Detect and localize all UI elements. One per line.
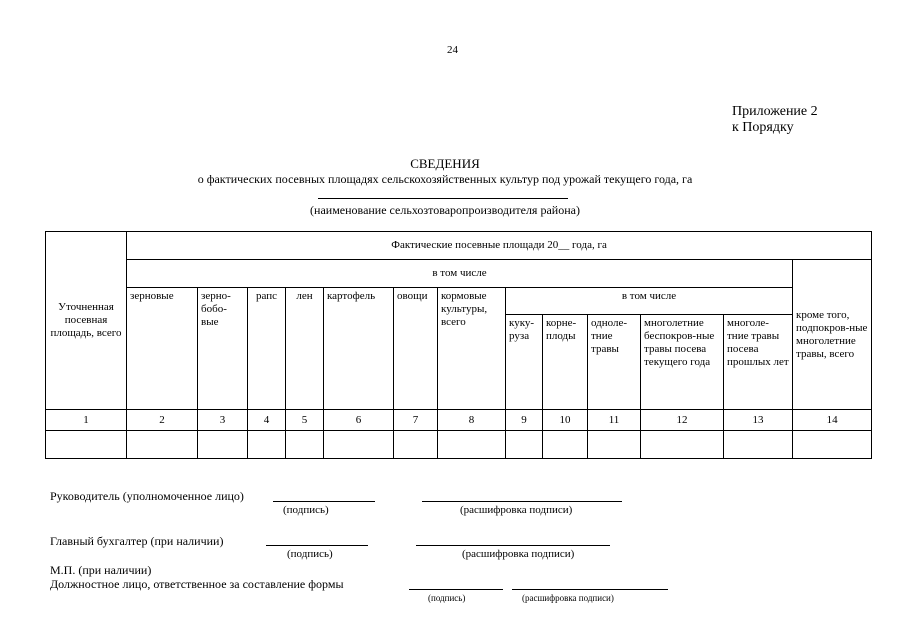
perennial-current-header: многолетние беспокров-ные травы посева текущего года [641, 315, 724, 410]
appendix-label: Приложение 2 [732, 104, 818, 119]
col-number: 4 [248, 410, 286, 431]
accountant-decode-line[interactable] [416, 545, 610, 546]
col-number: 12 [641, 410, 724, 431]
col-number: 7 [394, 410, 438, 431]
col-number: 13 [724, 410, 793, 431]
data-cell[interactable] [438, 431, 506, 459]
data-cell[interactable] [248, 431, 286, 459]
sown-area-table [45, 231, 872, 459]
actual-area-header: Фактические посевные площади 20__ года, га [127, 232, 872, 260]
data-cell[interactable] [127, 431, 198, 459]
head-sign-caption: (подпись) [283, 504, 329, 516]
incl-header: в том числе [127, 260, 793, 288]
data-cell[interactable] [198, 431, 248, 459]
col-total-header: Уточненная посевная площадь, всего [46, 232, 127, 410]
accountant-signature-line[interactable] [266, 545, 368, 546]
data-cell[interactable] [286, 431, 324, 459]
data-cell[interactable] [506, 431, 543, 459]
producer-name-field[interactable] [318, 198, 568, 199]
besides-header: кроме того, подпокров-ные многолетние травы, всего [793, 260, 872, 410]
document-title: СВЕДЕНИЯ [410, 156, 480, 171]
col-number: 6 [324, 410, 394, 431]
accountant-sign-caption: (подпись) [287, 548, 333, 560]
roots-header: корне-плоды [543, 315, 588, 410]
col-number: 2 [127, 410, 198, 431]
document-subtitle: о фактических посевных площадях сельскохозяйственных культур под урожай текущего года, га [197, 172, 693, 186]
col-number: 8 [438, 410, 506, 431]
col-number: 10 [543, 410, 588, 431]
official-decode-caption: (расшифровка подписи) [522, 593, 614, 603]
rapeseed-header: рапс [248, 288, 286, 410]
grain-header: зерновые [127, 288, 198, 410]
col-number: 11 [588, 410, 641, 431]
forage-incl-header: в том числе [506, 288, 793, 315]
producer-name-caption: (наименование сельхозтоваропроизводителя района) [310, 203, 580, 217]
flax-header: лен [286, 288, 324, 410]
annual-grass-header: одноле-тние травы [588, 315, 641, 410]
col-number: 5 [286, 410, 324, 431]
stamp-label: М.П. (при наличии) [50, 563, 152, 577]
appendix-order: к Порядку [732, 120, 794, 135]
perennial-past-header: многоле-тние травы посева прошлых лет [724, 315, 793, 410]
official-label: Должностное лицо, ответственное за составление формы [50, 577, 344, 591]
potato-header: картофель [324, 288, 394, 410]
forage-header: кормовые культуры, всего [438, 288, 506, 410]
head-decode-line[interactable] [422, 501, 622, 502]
official-signature-line[interactable] [409, 589, 503, 590]
data-cell[interactable] [46, 431, 127, 459]
legumes-header: зерно-бобо-вые [198, 288, 248, 410]
data-row [46, 431, 872, 459]
data-cell[interactable] [724, 431, 793, 459]
col-number: 3 [198, 410, 248, 431]
head-label: Руководитель (уполномоченное лицо) [50, 489, 244, 503]
data-cell[interactable] [324, 431, 394, 459]
head-signature-line[interactable] [273, 501, 375, 502]
vegetables-header: овощи [394, 288, 438, 410]
col-number: 1 [46, 410, 127, 431]
corn-header: куку-руза [506, 315, 543, 410]
data-cell[interactable] [793, 431, 872, 459]
page-number: 24 [447, 44, 458, 56]
data-cell[interactable] [588, 431, 641, 459]
data-cell[interactable] [394, 431, 438, 459]
accountant-label: Главный бухгалтер (при наличии) [50, 534, 224, 548]
official-decode-line[interactable] [512, 589, 668, 590]
col-number: 9 [506, 410, 543, 431]
head-decode-caption: (расшифровка подписи) [460, 504, 573, 516]
data-cell[interactable] [543, 431, 588, 459]
accountant-decode-caption: (расшифровка подписи) [462, 548, 575, 560]
official-sign-caption: (подпись) [428, 593, 466, 603]
data-cell[interactable] [641, 431, 724, 459]
col-number: 14 [793, 410, 872, 431]
